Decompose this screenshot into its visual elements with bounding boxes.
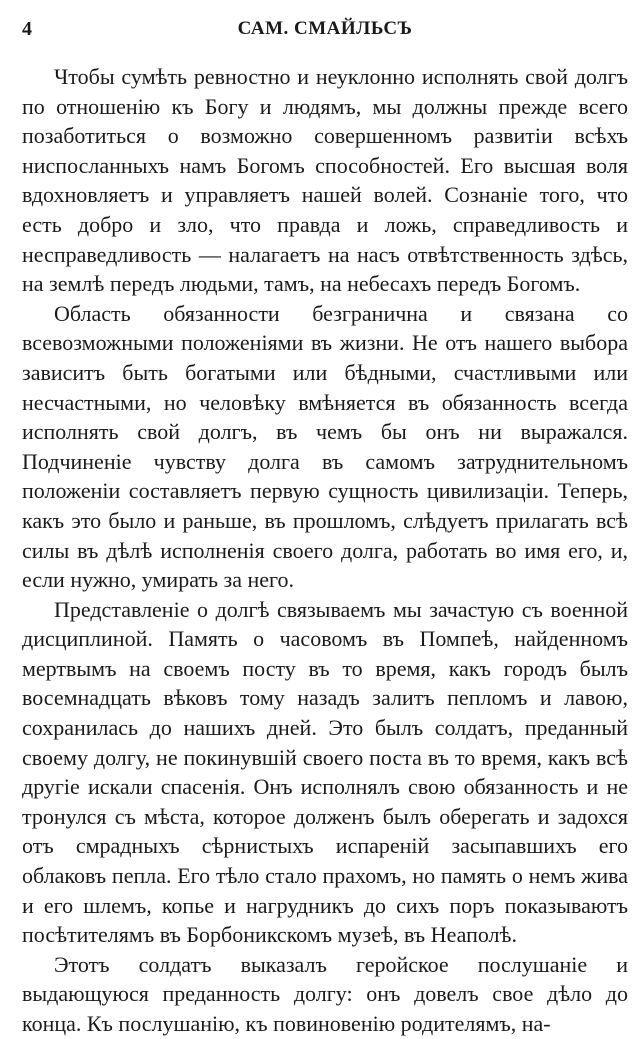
paragraph: Представленіе о долгѣ связываемъ мы зачастую съ военной дисциплиной. Память о часовомъ въ Помпеѣ, найденномъ мертвымъ на своемъ посту въ то время, какъ городъ былъ восемнадцать вѣковъ тому назадъ залитъ пепломъ и лавою, сохранилась до нашихъ дней. Это былъ солдатъ, преданный своему долгу, не покинувшій своего поста въ то время, какъ всѣ другіе искали спасенія. Онъ исполнялъ свою обязанность и не тронулся съ мѣста, которое долженъ былъ оберегать и задохся отъ смрадныхъ сѣрнистыхъ испареній засыпавшихъ его облаковъ пепла. Его тѣло стало прахомъ, но память о немъ жива и его шлемъ, копье и нагрудникъ до сихъ поръ показываютъ посѣтителямъ въ Борбоникскомъ музеѣ, въ Неаполѣ. xyxy=(22,596,628,948)
running-header xyxy=(22,10,628,44)
body-text xyxy=(22,62,628,1039)
running-title: САМ. СМАЙЛЬСЪ xyxy=(237,18,413,39)
paragraph: Чтобы сумѣть ревностно и неуклонно исполнять свой долгъ по отношенію къ Богу и людямъ, мы должны прежде всего позаботиться о возможно совершенномъ развитіи всѣхъ ниспосланныхъ намъ Богомъ способностей. Его высшая воля вдохновляетъ и управляетъ нашей волей. Сознаніе того, что есть добро и зло, что правда и ложь, справедливость и несправедливость — налагаетъ на насъ отвѣтственность здѣсь, на землѣ передъ людьми, тамъ, на небесахъ передъ Богомъ. xyxy=(22,64,628,297)
page-number: 4 xyxy=(22,18,32,40)
paragraph: Область обязанности безгранична и связана со всевозможными положеніями въ жизни. Не отъ нашего выбора зависитъ быть богатыми или бѣдными, счастливыми или несчастными, но человѣку вмѣняется въ обязанность всегда исполнять свой долгъ, въ чемъ бы онъ ни выражался. Подчиненіе чувству долга въ самомъ затруднительномъ положеніи составляетъ первую сущность цивилизаціи. Теперь, какъ это было и раньше, въ прошломъ, слѣдуетъ прилагать всѣ силы въ дѣлѣ исполненія своего долга, работать во имя его, и, если нужно, умирать за него. xyxy=(22,300,628,593)
paragraph: Этотъ солдатъ выказалъ геройское послушаніе и выдающуюся преданность долгу: онъ довелъ свое дѣло до конца. Къ послушанію, къ повиновенію родителямъ, на- xyxy=(22,951,628,1036)
